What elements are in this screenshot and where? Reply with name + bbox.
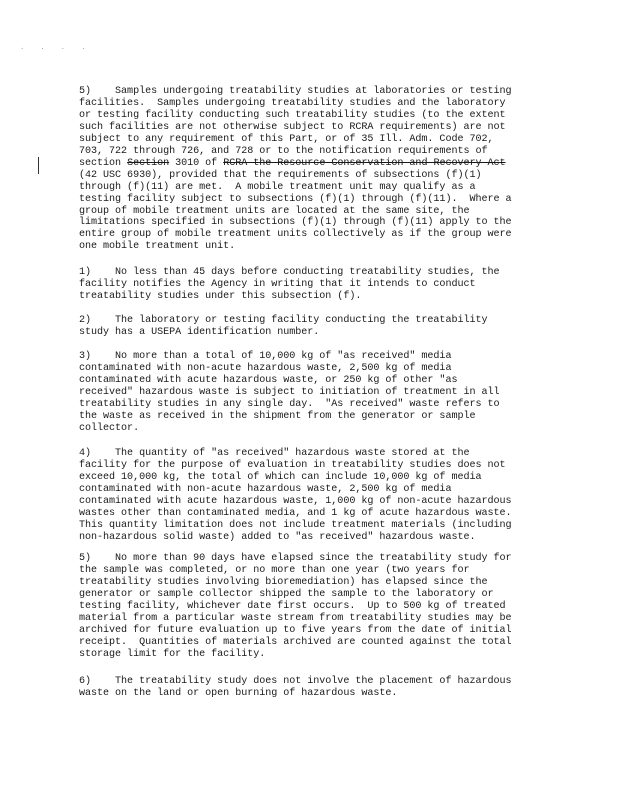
text-line-segment: section: [79, 157, 128, 169]
text-line: (42 USC 6930), provided that the requirements of subsections (f)(1): [79, 169, 482, 181]
text-line-segment: 3010 of: [169, 157, 224, 169]
text-line: such facilities are not otherwise subject to RCRA requirements) are not: [79, 121, 506, 133]
text-line: limitations specified in subsections (f)(1) through (f)(11) apply to the: [79, 217, 512, 229]
text-line: contaminated with non-acute hazardous waste, 2,500 kg of media: [79, 483, 452, 495]
text-line: testing facility, whichever date first occurs. Up to 500 kg of treated: [79, 600, 506, 612]
text-line: waste on the land or open burning of hazardous waste.: [79, 687, 398, 699]
text-line: material from a particular waste stream from treatability studies may be: [79, 612, 512, 624]
revision-margin-bar: [38, 157, 39, 174]
text-line: non-hazardous solid waste) added to "as received" hazardous waste.: [79, 531, 476, 543]
paragraph-item-1: [79, 267, 559, 303]
paragraph-item-3: [79, 351, 559, 435]
text-line: This quantity limitation does not include treatment materials (including: [79, 519, 512, 531]
paragraph-item-6: [79, 676, 559, 700]
text-line: contaminated with non-acute hazardous waste, 2,500 kg of media: [79, 362, 452, 374]
text-line: archived for future evaluation up to five years from the date of initial: [79, 624, 512, 636]
text-line: treatability studies in any single day. "As received" waste refers to: [79, 398, 500, 410]
text-line: or testing facility conducting such treatability studies (to the extent: [79, 109, 506, 121]
paragraph-item-4: [79, 448, 559, 544]
text-line: testing facility subject to subsections (f)(1) through (f)(11). Where a: [79, 193, 512, 205]
text-line: treatability studies involving bioremediation) has elapsed since the: [79, 576, 488, 588]
struck-text: RCRA the Resource Conservation and Recovery Act: [223, 157, 506, 169]
text-line: entire group of mobile treatment units collectively as if the group were: [79, 229, 512, 241]
text-line: received" hazardous waste is subject to initiation of treatment in all: [79, 386, 500, 398]
text-line: 703, 722 through 726, and 728 or to the notification requirements of: [79, 145, 488, 157]
text-line: 5) No more than 90 days have elapsed since the treatability study for: [79, 553, 512, 564]
text-line: facilities. Samples undergoing treatability studies and the laboratory: [79, 97, 506, 109]
text-line: the waste as received in the shipment from the generator or sample: [79, 410, 476, 422]
text-line: exceed 10,000 kg, the total of which can include 10,000 kg of media: [79, 471, 482, 483]
text-line: facility for the purpose of evaluation in treatability studies does not: [79, 459, 506, 471]
text-line: 5) Samples undergoing treatability studies at laboratories or testing: [79, 86, 512, 97]
text-line: receipt. Quantities of materials archived are counted against the total: [79, 636, 512, 648]
text-line: study has a USEPA identification number.: [79, 326, 320, 338]
text-line: generator or sample collector shipped the sample to the laboratory or: [79, 588, 494, 600]
text-line: through (f)(11) are met. A mobile treatment unit may qualify as a: [79, 181, 476, 193]
text-line: treatability studies under this subsection (f).: [79, 290, 362, 302]
text-line: facility notifies the Agency in writing that it intends to conduct: [79, 278, 476, 290]
text-line: group of mobile treatment units are located at the same site, the: [79, 205, 470, 217]
text-line: wastes other than contaminated media, and 1 kg of acute hazardous waste.: [79, 507, 512, 519]
text-line: subject to any requirement of this Part, or of 35 Ill. Adm. Code 702,: [79, 133, 494, 145]
text-line: the sample was completed, or no more than one year (two years for: [79, 564, 470, 576]
text-line: 4) The quantity of "as received" hazardous waste stored at the: [79, 448, 470, 459]
paragraph-subsection-f5-intro: [79, 86, 559, 253]
text-line: storage limit for the facility.: [79, 648, 266, 660]
text-line: 1) No less than 45 days before conducting treatability studies, the: [79, 267, 500, 278]
text-line: contaminated with acute hazardous waste, 1,000 kg of non-acute hazardous: [79, 495, 512, 507]
paragraph-item-2: [79, 315, 559, 339]
text-line: contaminated with acute hazardous waste, or 250 kg of other "as: [79, 374, 458, 386]
text-line: 2) The laboratory or testing facility conducting the treatability: [79, 315, 488, 326]
struck-text: Section: [127, 157, 170, 169]
corner-scan-mark: . . . .: [20, 44, 92, 52]
text-line: collector.: [79, 422, 140, 434]
text-line: 6) The treatability study does not involve the placement of hazardous: [79, 676, 512, 687]
text-line: 3) No more than a total of 10,000 kg of "as received" media: [79, 351, 452, 362]
text-line: one mobile treatment unit.: [79, 241, 236, 253]
paragraph-item-5: [79, 553, 559, 661]
